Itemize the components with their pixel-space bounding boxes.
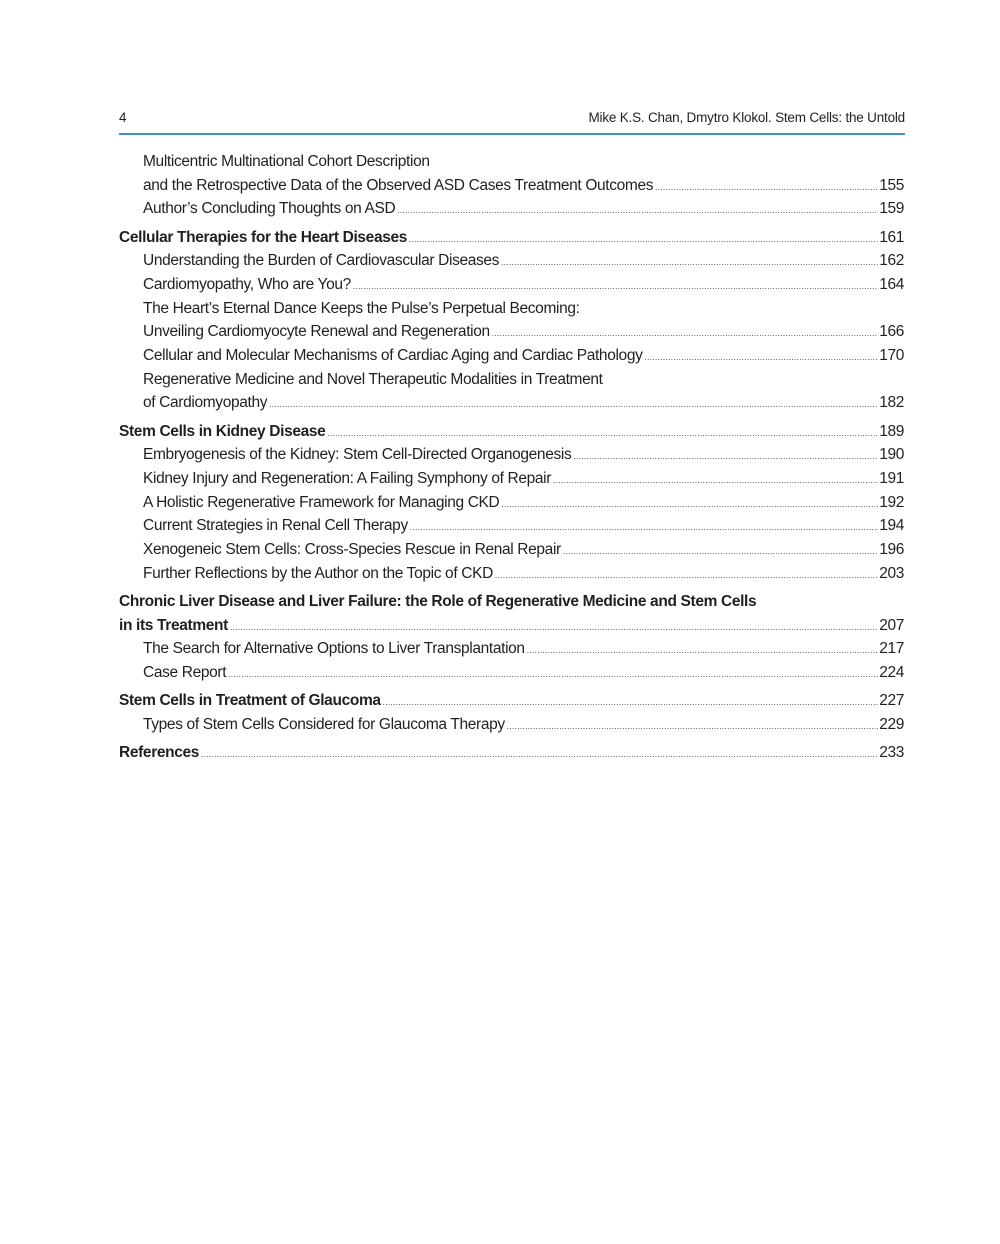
toc-chapter-title: Chronic Liver Disease and Liver Failure: the Role of Regenerative Medicine and Stem Cells: [119, 592, 757, 610]
toc-chapter-title: Stem Cells in Kidney Disease: [119, 422, 326, 440]
toc-entry[interactable]: [119, 713, 904, 737]
toc-entry-page: 217: [879, 640, 904, 658]
dot-leader: [201, 743, 878, 767]
toc-entry-continuation: [119, 150, 904, 174]
toc-entry[interactable]: [119, 197, 904, 221]
toc-entry-title: Case Report: [143, 663, 227, 681]
dot-leader: [501, 493, 878, 517]
toc-chapter[interactable]: [119, 741, 904, 765]
toc-chapter-title: in its Treatment: [119, 616, 228, 634]
dot-leader: [527, 639, 878, 663]
dot-leader: [397, 199, 878, 223]
toc-entry-page: 203: [879, 564, 904, 582]
toc-chapter[interactable]: [119, 420, 904, 444]
page-header: [119, 110, 905, 132]
toc-entry-continuation: [119, 297, 904, 321]
running-title: Mike K.S. Chan, Dmytro Klokol. Stem Cells: the Untold: [588, 110, 905, 125]
dot-leader: [383, 691, 879, 715]
toc-entry-title: Understanding the Burden of Cardiovascular Diseases: [143, 252, 500, 270]
toc-entry-title: Unveiling Cardiomyocyte Renewal and Regeneration: [143, 323, 490, 341]
toc-chapter[interactable]: [119, 614, 904, 638]
toc-entry[interactable]: [119, 443, 904, 467]
toc-chapter[interactable]: [119, 226, 904, 250]
toc-entry[interactable]: [119, 491, 904, 515]
dot-leader: [501, 251, 878, 275]
toc-chapter-title: References: [119, 744, 200, 761]
toc-chapter-continuation: [119, 590, 904, 614]
toc-entry[interactable]: [119, 514, 904, 538]
toc-entry-page: 191: [879, 469, 904, 487]
toc-entry-title: Multicentric Multinational Cohort Description: [143, 153, 430, 170]
dot-leader: [492, 322, 878, 346]
toc-entry[interactable]: [119, 538, 904, 562]
toc-entry-page: 227: [879, 692, 904, 710]
dot-leader: [409, 228, 878, 252]
dot-leader: [228, 663, 878, 687]
toc-entry[interactable]: [119, 467, 904, 491]
toc-chapter[interactable]: [119, 689, 904, 713]
toc-entry-page: 155: [879, 176, 904, 194]
toc-entry[interactable]: [119, 661, 904, 685]
toc-entry-title: Further Reflections by the Author on the Topic of CKD: [143, 564, 493, 582]
toc-entry[interactable]: [119, 320, 904, 344]
dot-leader: [645, 346, 879, 370]
toc-entry-continuation: [119, 368, 904, 392]
toc-chapter-title: Stem Cells in Treatment of Glaucoma: [119, 692, 381, 710]
toc-entry-title: Kidney Injury and Regeneration: A Failing Symphony of Repair: [143, 469, 552, 487]
dot-leader: [353, 275, 878, 299]
dot-leader: [507, 715, 878, 739]
toc-entry-title: The Heart’s Eternal Dance Keeps the Pulse’s Perpetual Becoming:: [143, 299, 580, 317]
toc-entry[interactable]: [119, 174, 904, 198]
toc-entry-page: 161: [879, 228, 904, 246]
toc-entry-title: The Search for Alternative Options to Liver Transplantation: [143, 640, 525, 658]
toc-entry-page: 189: [879, 422, 904, 440]
toc-entry-page: 166: [879, 323, 904, 341]
toc-entry-title: and the Retrospective Data of the Observed ASD Cases Treatment Outcomes: [143, 176, 654, 194]
dot-leader: [573, 445, 878, 469]
toc-entry[interactable]: [119, 391, 904, 415]
toc-entry[interactable]: [119, 249, 904, 273]
toc-entry-page: 233: [879, 744, 904, 761]
toc-entry-title: Author’s Concluding Thoughts on ASD: [143, 200, 396, 218]
toc-entry-page: 229: [879, 715, 904, 733]
toc-entry-page: 162: [879, 252, 904, 270]
toc-entry-page: 170: [879, 347, 904, 364]
toc-entry-title: of Cardiomyopathy: [143, 394, 268, 412]
toc-entry-title: Cellular and Molecular Mechanisms of Cardiac Aging and Cardiac Pathology: [143, 347, 643, 364]
toc-entry-title: Types of Stem Cells Considered for Glaucoma Therapy: [143, 715, 505, 733]
toc-entry-page: 194: [879, 517, 904, 535]
dot-leader: [327, 422, 878, 446]
dot-leader: [655, 176, 878, 200]
toc-entry[interactable]: [119, 273, 904, 297]
toc-entry-title: Current Strategies in Renal Cell Therapy: [143, 517, 408, 535]
dot-leader: [563, 540, 878, 564]
toc-entry-page: 192: [879, 493, 904, 511]
toc-entry-title: Regenerative Medicine and Novel Therapeutic Modalities in Treatment: [143, 370, 603, 388]
dot-leader: [269, 393, 878, 417]
toc-entry[interactable]: [119, 637, 904, 661]
toc-entry[interactable]: [119, 344, 904, 368]
toc-entry-title: Xenogeneic Stem Cells: Cross-Species Rescue in Renal Repair: [143, 541, 561, 558]
page-number: 4: [119, 110, 127, 125]
toc-chapter-title: Cellular Therapies for the Heart Diseases: [119, 228, 408, 246]
toc-entry-title: A Holistic Regenerative Framework for Managing CKD: [143, 493, 500, 511]
header-rule: [119, 133, 905, 135]
toc-entry-page: 182: [879, 394, 904, 412]
dot-leader: [410, 516, 878, 540]
toc-entry-title: Embryogenesis of the Kidney: Stem Cell-Directed Organogenesis: [143, 446, 572, 464]
dot-leader: [553, 469, 878, 493]
toc-entry-page: 224: [879, 663, 904, 681]
table-of-contents: [119, 150, 904, 765]
toc-entry-title: Cardiomyopathy, Who are You?: [143, 275, 351, 293]
toc-entry-page: 159: [879, 200, 904, 218]
toc-entry-page: 196: [879, 541, 904, 558]
toc-entry-page: 164: [879, 275, 904, 293]
toc-entry-page: 207: [879, 616, 904, 634]
dot-leader: [495, 564, 878, 588]
dot-leader: [230, 616, 878, 640]
toc-entry[interactable]: [119, 562, 904, 586]
toc-entry-page: 190: [879, 446, 904, 464]
